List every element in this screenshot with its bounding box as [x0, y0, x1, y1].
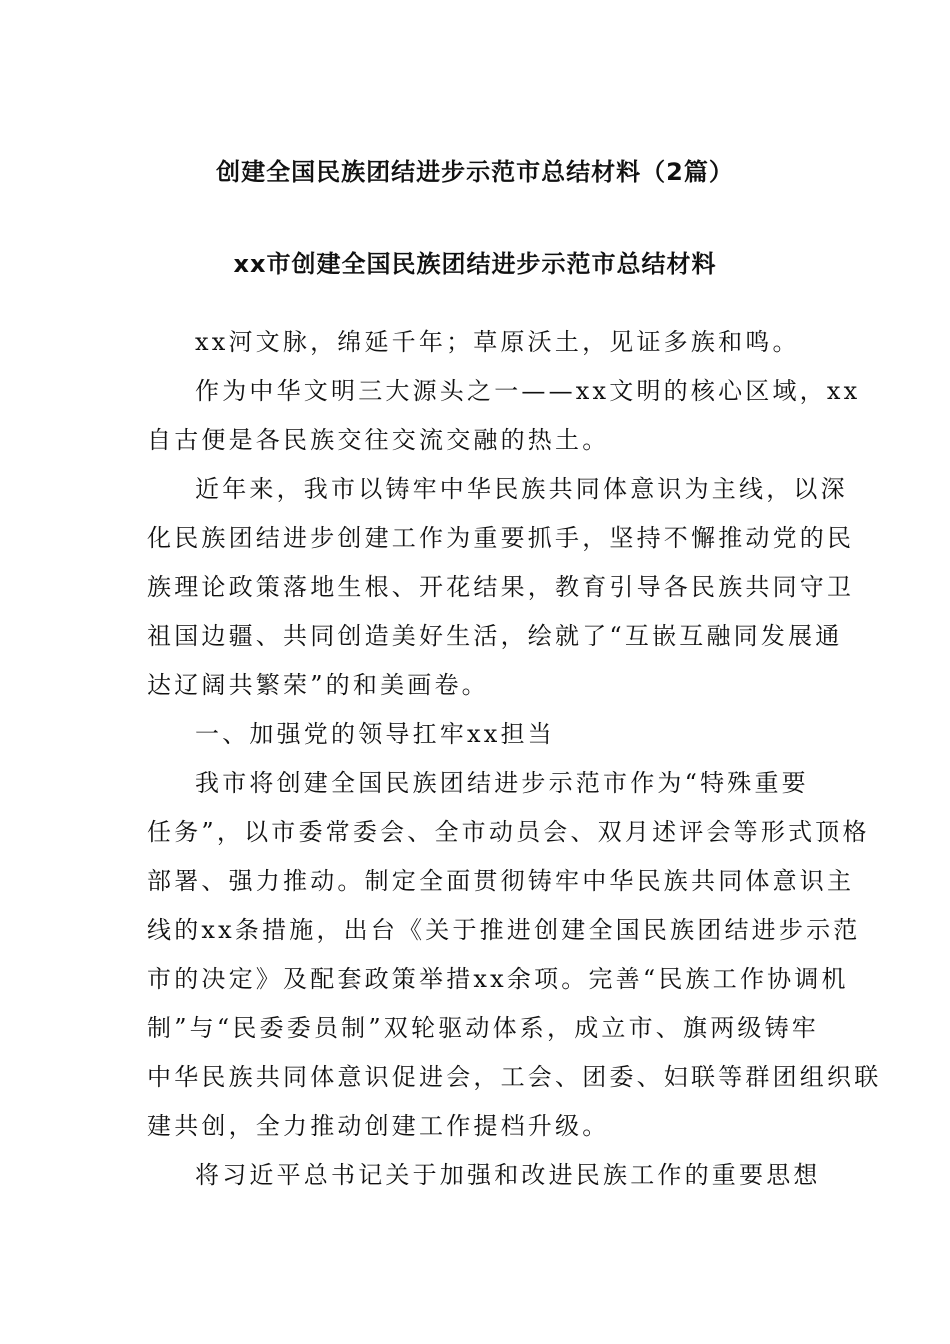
text-line: xx河文脉，绵延千年；草原沃土，见证多族和鸣。: [195, 328, 800, 356]
paragraph-intro: [147, 318, 807, 367]
text-line: 自古便是各民族交往交流交融的热土。: [147, 426, 610, 454]
text-line: 族理论政策落地生根、开花结果，教育引导各民族共同守卫: [147, 573, 855, 601]
text-line: 化民族团结进步创建工作为重要抓手，坚持不懈推动党的民: [147, 524, 855, 552]
text-line: 我市将创建全国民族团结进步示范市作为“特殊重要: [195, 769, 809, 797]
text-line: 中华民族共同体意识促进会，工会、团委、妇联等群团组织联: [147, 1063, 882, 1091]
text-line: 部署、强力推动。制定全面贯彻铸牢中华民族共同体意识主: [147, 867, 855, 895]
text-line: 作为中华文明三大源头之一——xx文明的核心区域，xx: [195, 377, 861, 405]
article-body: [147, 318, 882, 1200]
text-line: 近年来，我市以铸牢中华民族共同体意识为主线，以深: [195, 475, 848, 503]
text-line: 一、加强党的领导扛牢xx担当: [195, 720, 555, 748]
text-line: 线的xx条措施，出台《关于推进创建全国民族团结进步示范: [147, 916, 861, 944]
text-line: 达辽阔共繁荣”的和美画卷。: [147, 671, 489, 699]
paragraph-origin: [147, 367, 861, 465]
paragraph-recent-years: [147, 465, 855, 710]
text-line: 建共创，全力推动创建工作提档升级。: [147, 1112, 610, 1140]
paragraph-leadership: [147, 759, 882, 1151]
article-title: xx市创建全国民族团结进步示范市总结材料: [233, 250, 717, 278]
text-line: 制”与“民委委员制”双轮驱动体系，成立市、旗两级铸牢: [147, 1014, 820, 1042]
section-heading-1: [147, 710, 807, 759]
paragraph-thought: [147, 1151, 821, 1200]
text-line: 将习近平总书记关于加强和改进民族工作的重要思想: [195, 1161, 821, 1189]
text-line: 任务”，以市委常委会、全市动员会、双月述评会等形式顶格: [147, 818, 870, 846]
text-line: 祖国边疆、共同创造美好生活，绘就了“互嵌互融同发展通: [147, 622, 843, 650]
document-title: 创建全国民族团结进步示范市总结材料（2篇）: [216, 158, 734, 186]
text-line: 市的决定》及配套政策举措xx余项。完善“民族工作协调机: [147, 965, 849, 993]
